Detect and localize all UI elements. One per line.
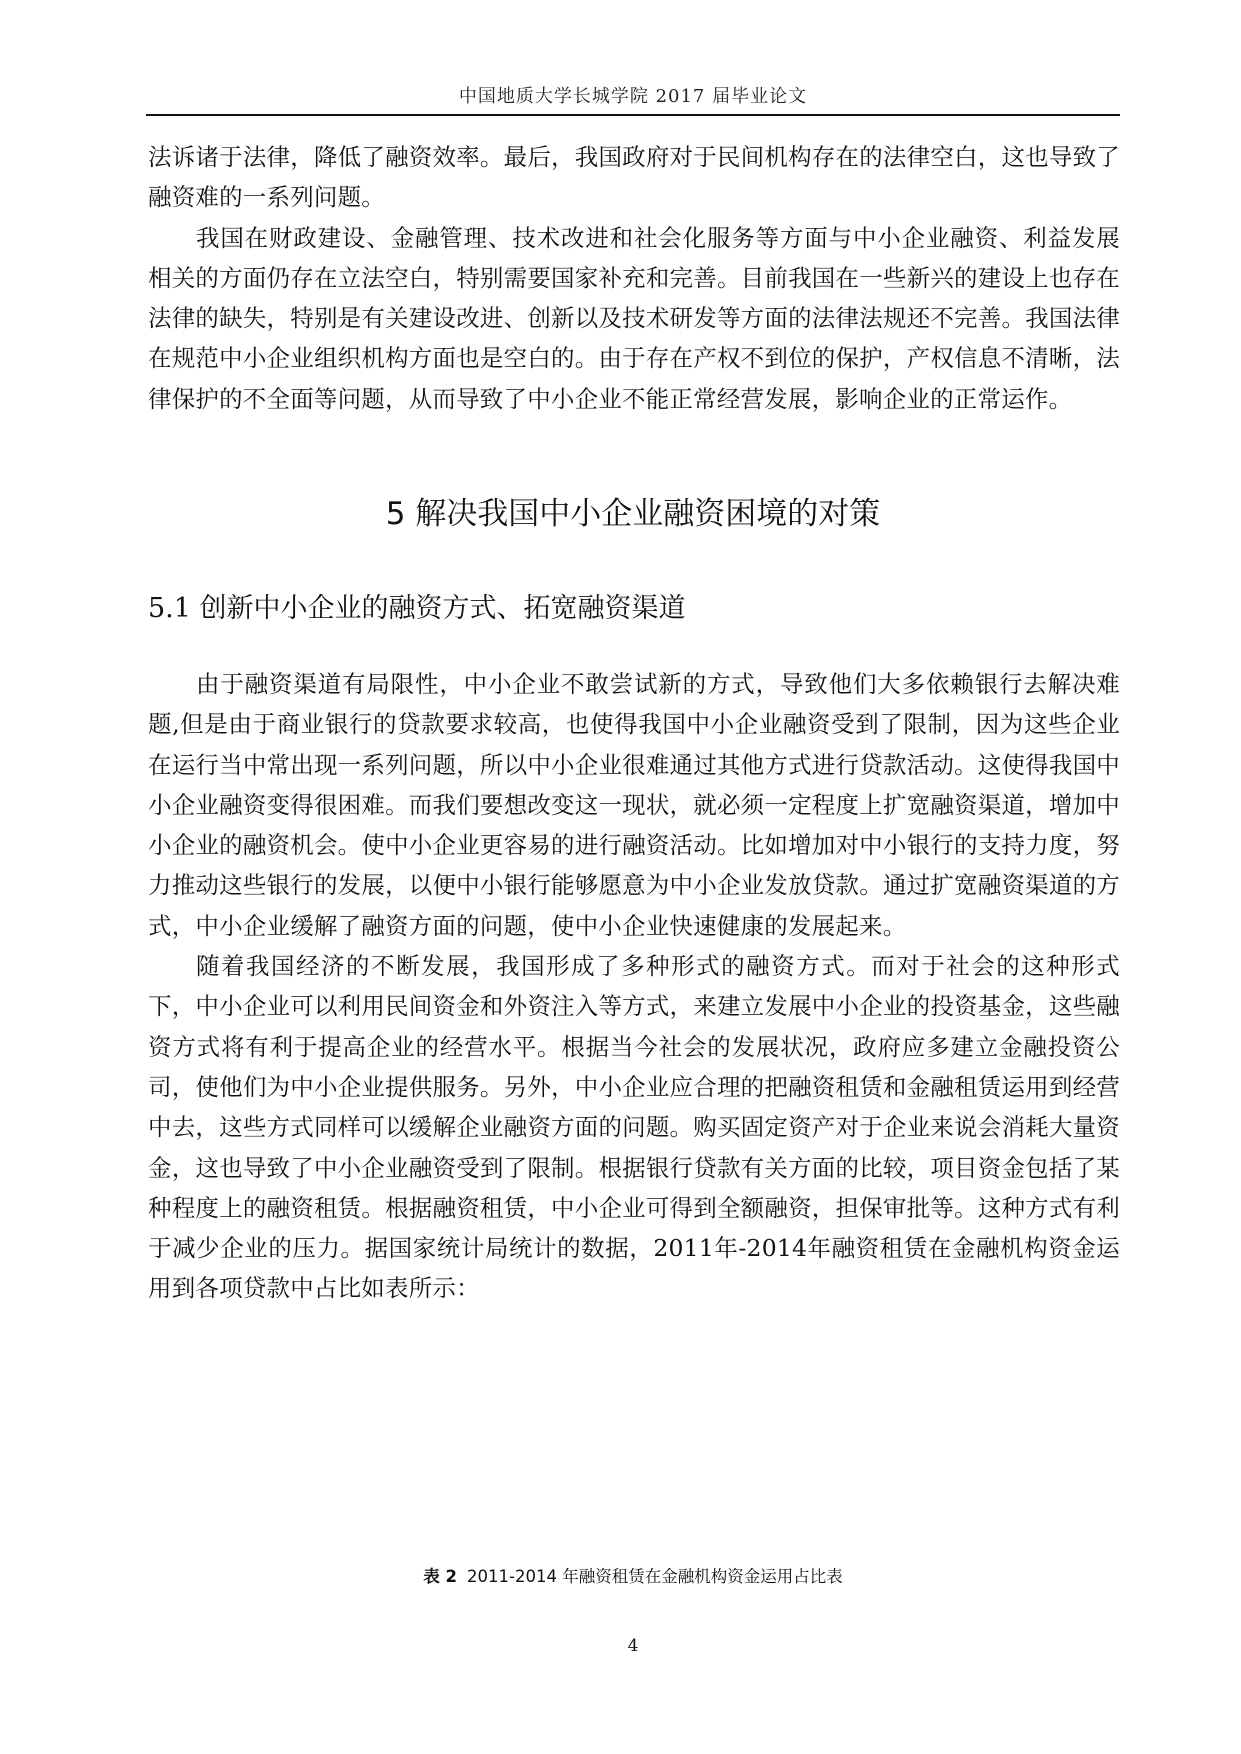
chapter-heading: 5 解决我国中小企业融资困境的对策 xyxy=(385,496,881,532)
paragraph: 法诉诸于法律，降低了融资效率。最后，我国政府对于民间机构存在的法律空白，这也导致了融资难的一系列问题。 xyxy=(148,143,1120,212)
table-caption xyxy=(146,1563,1120,1587)
page-header: 中国地质大学长城学院 2017 届毕业论文 xyxy=(458,86,808,107)
paragraph: 我国在财政建设、金融管理、技术改进和社会化服务等方面与中小企业融资、利益发展相关的方面仍存在立法空白，特别需要国家补充和完善。目前我国在一些新兴的建设上也存在法律的缺失，特别是有关建设改进、创新以及技术研发等方面的法律法规还不完善。我国法律在规范中小企业组织机构方面也是空白的。由于存在产权不到位的保护，产权信息不清晰，法律保护的不全面等问题，从而导致了中小企业不能正常经营发展，影响企业的正常运作。 xyxy=(148,223,1120,413)
page-number: 4 xyxy=(627,1636,639,1656)
body-section-b xyxy=(148,664,1120,1309)
paragraph: 由于融资渠道有局限性，中小企业不敢尝试新的方式，导致他们大多依赖银行去解决难题,但是由于商业银行的贷款要求较高，也使得我国中小企业融资受到了限制，因为这些企业在运行当中常出现一系列问题，所以中小企业很难通过其他方式进行贷款活动。这使得我国中小企业融资变得很困难。而我们要想改变这一现状，就必须一定程度上扩宽融资渠道，增加中小企业的融资机会。使中小企业更容易的进行融资活动。比如增加对中小银行的支持力度，努力推动这些银行的发展，以便中小银行能够愿意为中小企业发放贷款。通过扩宽融资渠道的方式，中小企业缓解了融资方面的问题，使中小企业快速健康的发展起来。 xyxy=(148,670,1120,940)
section-heading: 5.1 创新中小企业的融资方式、拓宽融资渠道 xyxy=(148,593,686,624)
table-caption-text: 2011-2014 年融资租赁在金融机构资金运用占比表 xyxy=(467,1567,843,1586)
table-caption-label: 表 2 xyxy=(423,1567,458,1586)
paragraph: 随着我国经济的不断发展，我国形成了多种形式的融资方式。而对于社会的这种形式下，中小企业可以利用民间资金和外资注入等方式，来建立发展中小企业的投资基金，这些融资方式将有利于提高企业的经营水平。根据当今社会的发展状况，政府应多建立金融投资公司，使他们为中小企业提供服务。另外，中小企业应合理的把融资租赁和金融租赁运用到经营中去，这些方式同样可以缓解企业融资方面的问题。购买固定资产对于企业来说会消耗大量资金，这也导致了中小企业融资受到了限制。根据银行贷款有关方面的比较，项目资金包括了某种程度上的融资租赁。根据融资租赁，中小企业可得到全额融资，担保审批等。这种方式有利于减少企业的压力。据国家统计局统计的数据，2011年-2014年融资租赁在金融机构资金运用到各项贷款中占比如表所示： xyxy=(148,952,1120,1303)
header-rule xyxy=(146,114,1120,116)
body-section-a xyxy=(148,137,1120,419)
